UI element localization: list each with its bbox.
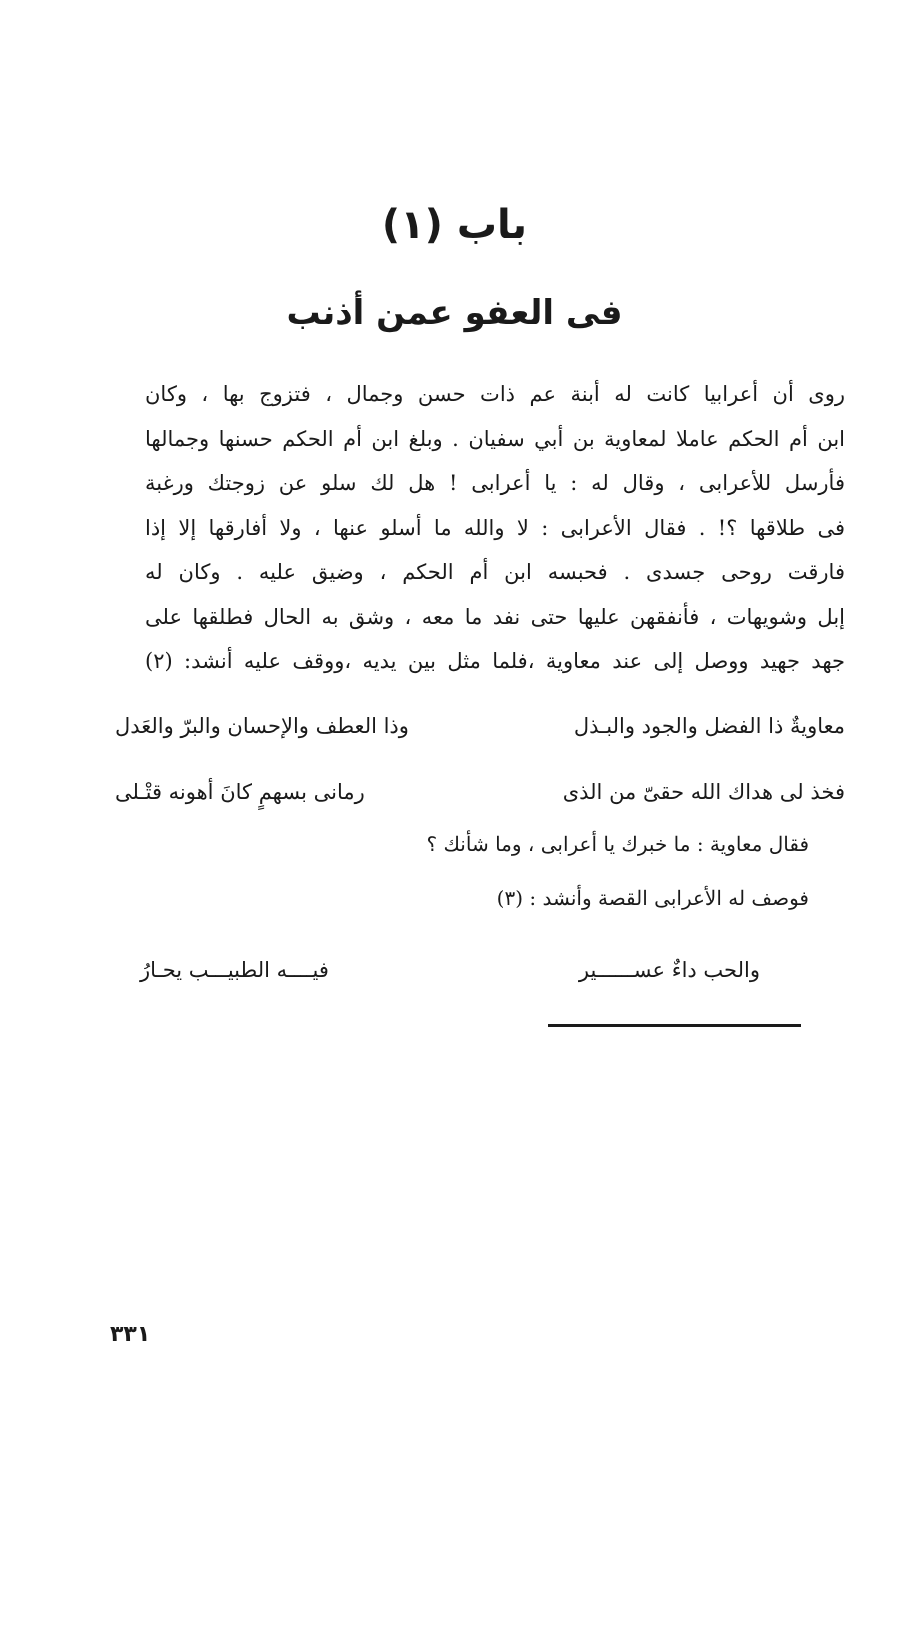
body-line: فأرسل للأعرابى ، وقال له : يا أعرابى ! هل لك سلو عن زوجتك ورغبة: [145, 471, 845, 495]
verse-second-hemistich: وذا العطف والإحسان والبرّ والعَدل: [115, 714, 409, 738]
prose-line: فقال معاوية : ما خبرك يا أعرابى ، وما شأنك ؟: [426, 832, 809, 856]
verse-first-hemistich: والحب داءٌ عســــــير: [578, 958, 760, 982]
body-paragraph: [145, 372, 845, 684]
verse-line: [140, 950, 760, 990]
verse-line: [115, 772, 845, 812]
page-number: ٣٣١: [110, 1322, 151, 1347]
verse-first-hemistich: فخذ لى هداك الله حقىّ من الذى: [562, 780, 845, 804]
chapter-title: فى العفو عمن أذنب: [286, 293, 623, 333]
footnote-separator: [548, 1024, 801, 1027]
body-line: إبل وشويهات ، فأنفقهن عليها حتى نفد ما معه ، وشق به الحال فطلقها على: [145, 604, 845, 629]
verse-line: [115, 706, 845, 746]
verse-second-hemistich: رمانى بسهمٍ كانَ أهونه قتْـلى: [115, 780, 365, 804]
chapter-heading: باب (١): [381, 202, 528, 248]
body-line: روى أن أعرابيا كانت له أبنة عم ذات حسن وجمال ، فتزوج بها ، وكان: [145, 382, 845, 406]
verse-first-hemistich: معاويةٌ ذا الفضل والجود والبـذل: [573, 714, 845, 738]
body-line: ابن أم الحكم عاملا لمعاوية بن أبي سفيان . وبلغ ابن أم الحكم حسنها وجمالها: [145, 426, 845, 451]
body-line: جهد جهيد ووصل إلى عند معاوية ،فلما مثل بين يديه ،ووقف عليه أنشد: (٢): [145, 649, 845, 673]
verse-second-hemistich: فيــــه الطبيـــب يحـارُ: [140, 958, 329, 982]
prose-line: فوصف له الأعرابى القصة وأنشد : (٣): [496, 886, 809, 910]
body-line: فارقت روحى جسدى . فحبسه ابن أم الحكم ، وضيق عليه . وكان له: [145, 560, 845, 584]
body-line: فى طلاقها ؟! . فقال الأعرابى : لا والله ما أسلو عنها ، ولا أفارقها إلا إذا: [145, 515, 845, 540]
